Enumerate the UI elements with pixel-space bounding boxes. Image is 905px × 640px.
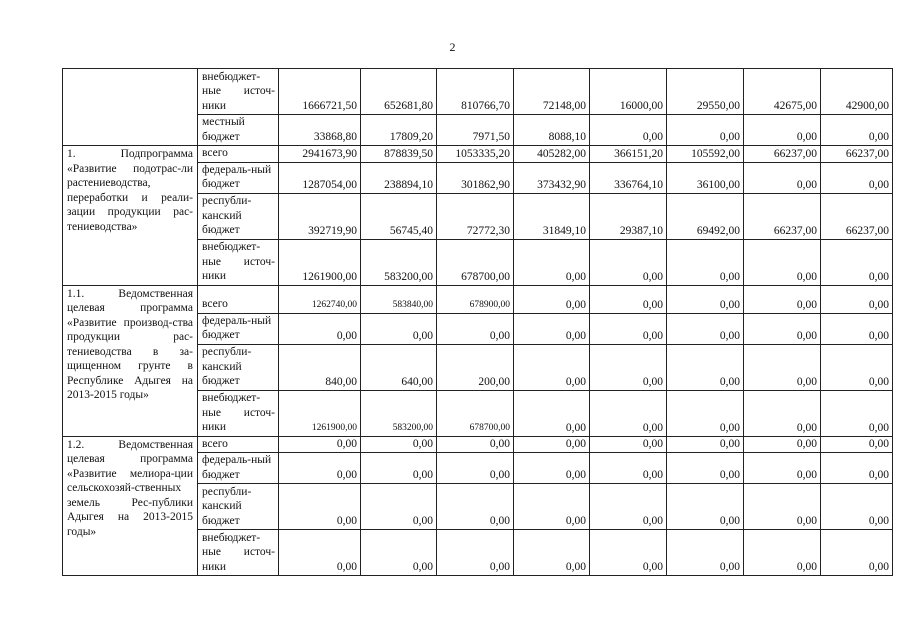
amount-cell: 0,00 bbox=[590, 313, 667, 344]
amount-cell: 1053335,20 bbox=[437, 146, 514, 163]
amount-cell: 1261900,00 bbox=[279, 239, 361, 285]
amount-cell: 0,00 bbox=[821, 285, 893, 313]
amount-cell: 0,00 bbox=[437, 313, 514, 344]
amount-cell: 17809,20 bbox=[361, 115, 437, 146]
funding-source-cell: республи-канский бюджет bbox=[198, 484, 279, 530]
amount-cell: 0,00 bbox=[279, 453, 361, 484]
amount-cell: 0,00 bbox=[667, 239, 744, 285]
amount-cell: 72148,00 bbox=[514, 69, 590, 115]
amount-cell: 0,00 bbox=[437, 436, 514, 453]
funding-source-cell: внебюджет-ные источ-ники bbox=[198, 530, 279, 576]
amount-cell: 0,00 bbox=[361, 436, 437, 453]
amount-cell: 0,00 bbox=[821, 115, 893, 146]
program-name-cell bbox=[63, 69, 198, 146]
amount-cell: 33868,80 bbox=[279, 115, 361, 146]
amount-cell: 0,00 bbox=[744, 484, 821, 530]
amount-cell: 0,00 bbox=[590, 390, 667, 436]
amount-cell: 0,00 bbox=[590, 344, 667, 390]
amount-cell: 0,00 bbox=[437, 453, 514, 484]
amount-cell: 200,00 bbox=[437, 344, 514, 390]
amount-cell: 42675,00 bbox=[744, 69, 821, 115]
amount-cell: 810766,70 bbox=[437, 69, 514, 115]
program-name-cell: 1.1. Ведомственная целевая программа «Развитие производ-ства продукции рас-тениеводства в за-щищенном грунте в Республике Адыгея на 2013-2015 годы» bbox=[63, 285, 198, 436]
amount-cell: 640,00 bbox=[361, 344, 437, 390]
funding-source-cell: федераль-ный бюджет bbox=[198, 313, 279, 344]
amount-cell: 652681,80 bbox=[361, 69, 437, 115]
amount-cell: 0,00 bbox=[821, 530, 893, 576]
amount-cell: 0,00 bbox=[590, 484, 667, 530]
amount-cell: 392719,90 bbox=[279, 193, 361, 239]
amount-cell: 0,00 bbox=[590, 436, 667, 453]
amount-cell: 0,00 bbox=[744, 344, 821, 390]
amount-cell: 1287054,00 bbox=[279, 162, 361, 193]
amount-cell: 0,00 bbox=[667, 453, 744, 484]
amount-cell: 0,00 bbox=[514, 484, 590, 530]
amount-cell: 0,00 bbox=[744, 313, 821, 344]
funding-source-cell: федераль-ный бюджет bbox=[198, 162, 279, 193]
amount-cell: 16000,00 bbox=[590, 69, 667, 115]
amount-cell: 0,00 bbox=[437, 484, 514, 530]
amount-cell: 0,00 bbox=[361, 453, 437, 484]
amount-cell: 29550,00 bbox=[667, 69, 744, 115]
amount-cell: 878839,50 bbox=[361, 146, 437, 163]
budget-table bbox=[62, 68, 893, 576]
amount-cell: 7971,50 bbox=[437, 115, 514, 146]
amount-cell: 0,00 bbox=[821, 453, 893, 484]
amount-cell: 0,00 bbox=[667, 115, 744, 146]
page-number: 2 bbox=[449, 40, 456, 54]
table-body bbox=[63, 69, 893, 576]
amount-cell: 0,00 bbox=[821, 239, 893, 285]
table-row bbox=[63, 69, 893, 115]
amount-cell: 8088,10 bbox=[514, 115, 590, 146]
amount-cell: 678900,00 bbox=[437, 285, 514, 313]
amount-cell: 2941673,90 bbox=[279, 146, 361, 163]
amount-cell: 0,00 bbox=[667, 530, 744, 576]
amount-cell: 0,00 bbox=[514, 313, 590, 344]
amount-cell: 405282,00 bbox=[514, 146, 590, 163]
amount-cell: 0,00 bbox=[590, 239, 667, 285]
amount-cell: 0,00 bbox=[667, 285, 744, 313]
amount-cell: 0,00 bbox=[279, 436, 361, 453]
amount-cell: 0,00 bbox=[514, 285, 590, 313]
amount-cell: 105592,00 bbox=[667, 146, 744, 163]
amount-cell: 678700,00 bbox=[437, 390, 514, 436]
amount-cell: 678700,00 bbox=[437, 239, 514, 285]
table-row bbox=[63, 436, 893, 453]
table-row bbox=[63, 285, 893, 313]
amount-cell: 0,00 bbox=[744, 115, 821, 146]
amount-cell: 1262740,00 bbox=[279, 285, 361, 313]
funding-source-cell: всего bbox=[198, 285, 279, 313]
amount-cell: 840,00 bbox=[279, 344, 361, 390]
amount-cell: 66237,00 bbox=[821, 146, 893, 163]
funding-source-cell: всего bbox=[198, 436, 279, 453]
funding-source-cell: местный бюджет bbox=[198, 115, 279, 146]
amount-cell: 583200,00 bbox=[361, 390, 437, 436]
amount-cell: 0,00 bbox=[590, 285, 667, 313]
funding-source-cell: внебюджет-ные источ-ники bbox=[198, 239, 279, 285]
amount-cell: 0,00 bbox=[744, 390, 821, 436]
amount-cell: 0,00 bbox=[590, 453, 667, 484]
funding-source-cell: федераль-ный бюджет bbox=[198, 453, 279, 484]
amount-cell: 0,00 bbox=[821, 390, 893, 436]
table-row bbox=[63, 146, 893, 163]
amount-cell: 36100,00 bbox=[667, 162, 744, 193]
amount-cell: 0,00 bbox=[744, 453, 821, 484]
amount-cell: 0,00 bbox=[361, 484, 437, 530]
amount-cell: 66237,00 bbox=[744, 146, 821, 163]
amount-cell: 0,00 bbox=[667, 344, 744, 390]
amount-cell: 0,00 bbox=[514, 453, 590, 484]
amount-cell: 0,00 bbox=[514, 390, 590, 436]
amount-cell: 0,00 bbox=[744, 162, 821, 193]
amount-cell: 0,00 bbox=[514, 436, 590, 453]
amount-cell: 66237,00 bbox=[821, 193, 893, 239]
program-name-cell: 1. Подпрограмма «Развитие подотрас-ли растениеводства, переработки и реали-зации продукции рас-тениеводства» bbox=[63, 146, 198, 286]
funding-source-cell: внебюджет-ные источ-ники bbox=[198, 390, 279, 436]
amount-cell: 0,00 bbox=[821, 484, 893, 530]
amount-cell: 0,00 bbox=[590, 530, 667, 576]
amount-cell: 238894,10 bbox=[361, 162, 437, 193]
funding-source-cell: внебюджет-ные источ-ники bbox=[198, 69, 279, 115]
amount-cell: 0,00 bbox=[667, 484, 744, 530]
amount-cell: 0,00 bbox=[744, 285, 821, 313]
amount-cell: 0,00 bbox=[514, 530, 590, 576]
amount-cell: 0,00 bbox=[437, 530, 514, 576]
amount-cell: 0,00 bbox=[667, 390, 744, 436]
amount-cell: 0,00 bbox=[667, 436, 744, 453]
amount-cell: 0,00 bbox=[821, 313, 893, 344]
amount-cell: 69492,00 bbox=[667, 193, 744, 239]
amount-cell: 31849,10 bbox=[514, 193, 590, 239]
amount-cell: 72772,30 bbox=[437, 193, 514, 239]
amount-cell: 29387,10 bbox=[590, 193, 667, 239]
amount-cell: 336764,10 bbox=[590, 162, 667, 193]
amount-cell: 0,00 bbox=[514, 239, 590, 285]
amount-cell: 366151,20 bbox=[590, 146, 667, 163]
amount-cell: 301862,90 bbox=[437, 162, 514, 193]
amount-cell: 0,00 bbox=[744, 436, 821, 453]
funding-source-cell: всего bbox=[198, 146, 279, 163]
amount-cell: 0,00 bbox=[667, 313, 744, 344]
amount-cell: 583200,00 bbox=[361, 239, 437, 285]
amount-cell: 0,00 bbox=[361, 530, 437, 576]
amount-cell: 0,00 bbox=[590, 115, 667, 146]
amount-cell: 0,00 bbox=[279, 313, 361, 344]
amount-cell: 66237,00 bbox=[744, 193, 821, 239]
amount-cell: 0,00 bbox=[821, 344, 893, 390]
amount-cell: 583840,00 bbox=[361, 285, 437, 313]
funding-source-cell: республи-канский бюджет bbox=[198, 193, 279, 239]
funding-source-cell: республи-канский бюджет bbox=[198, 344, 279, 390]
program-name-cell: 1.2. Ведомственная целевая программа «Развитие мелиора-ции сельскохозяй-ственных земель Рес-публики Адыгея на 2013-2015 годы» bbox=[63, 436, 198, 576]
amount-cell: 56745,40 bbox=[361, 193, 437, 239]
amount-cell: 42900,00 bbox=[821, 69, 893, 115]
amount-cell: 0,00 bbox=[744, 239, 821, 285]
amount-cell: 0,00 bbox=[514, 344, 590, 390]
amount-cell: 0,00 bbox=[821, 162, 893, 193]
amount-cell: 373432,90 bbox=[514, 162, 590, 193]
amount-cell: 0,00 bbox=[361, 313, 437, 344]
amount-cell: 0,00 bbox=[821, 436, 893, 453]
amount-cell: 1261900,00 bbox=[279, 390, 361, 436]
amount-cell: 0,00 bbox=[279, 484, 361, 530]
amount-cell: 1666721,50 bbox=[279, 69, 361, 115]
amount-cell: 0,00 bbox=[744, 530, 821, 576]
amount-cell: 0,00 bbox=[279, 530, 361, 576]
